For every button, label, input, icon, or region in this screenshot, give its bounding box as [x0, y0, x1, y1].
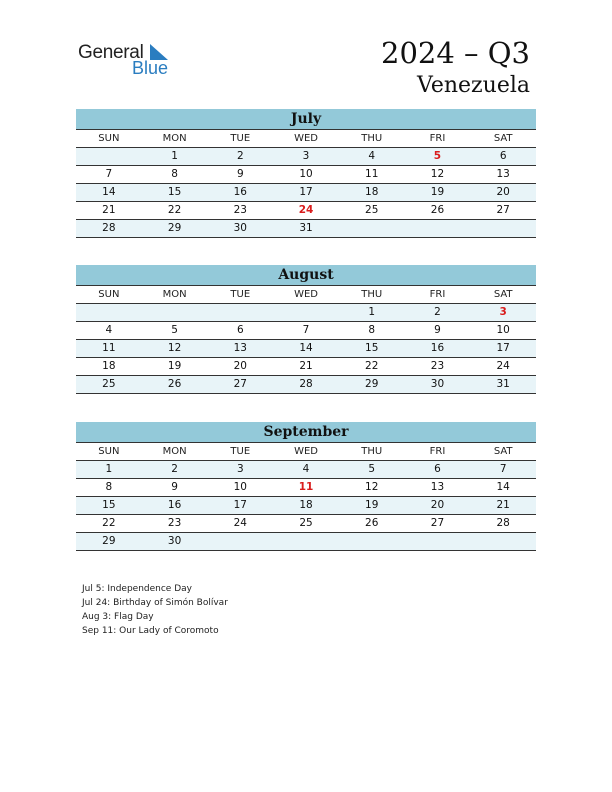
- date-cell: 16: [430, 342, 445, 354]
- holiday-notes: [82, 582, 228, 638]
- weekday-header-row: [76, 443, 536, 461]
- holiday-date-cell: 24: [298, 204, 314, 216]
- date-cell: [405, 533, 471, 550]
- date-cell: 11: [102, 342, 116, 354]
- month-september: [76, 422, 536, 551]
- week-row: [76, 202, 536, 220]
- date-cell: 2: [171, 463, 178, 475]
- brand-line2: Blue: [132, 58, 169, 78]
- date-cell: 18: [299, 499, 313, 511]
- weekday-label: FRI: [429, 133, 446, 144]
- date-cell: 23: [430, 360, 445, 372]
- week-row: [76, 358, 536, 376]
- date-cell: 22: [365, 360, 379, 372]
- date-cell: 22: [167, 204, 182, 216]
- month-august: [76, 265, 536, 394]
- weekday-label: TUE: [230, 133, 251, 144]
- date-cell: [273, 533, 339, 550]
- week-row: [76, 148, 536, 166]
- date-cell: 12: [167, 342, 182, 354]
- month-title: September: [76, 422, 536, 443]
- weekday-header-row: [76, 286, 536, 304]
- date-cell: [470, 533, 536, 550]
- date-cell: 23: [233, 204, 247, 216]
- holiday-date-cell: 11: [298, 481, 314, 493]
- date-cell: 25: [102, 378, 116, 390]
- date-cell: 13: [233, 342, 247, 354]
- date-cell: 15: [167, 186, 182, 198]
- date-cell: 21: [299, 360, 313, 372]
- date-cell: 12: [365, 481, 379, 493]
- week-row: [76, 184, 536, 202]
- weekday-label: MON: [162, 446, 187, 457]
- date-cell: 13: [430, 481, 445, 493]
- date-cell: 7: [105, 168, 113, 180]
- date-cell: 19: [430, 186, 445, 198]
- date-cell: 27: [233, 378, 247, 390]
- week-row: [76, 515, 536, 533]
- brand-line1: General: [78, 42, 144, 63]
- week-row: [76, 497, 536, 515]
- holiday-date-cell: 5: [433, 150, 442, 162]
- date-cell: 17: [496, 342, 510, 354]
- date-cell: 9: [434, 324, 441, 336]
- date-cell: 5: [171, 324, 178, 336]
- weekday-label: FRI: [429, 446, 446, 457]
- date-cell: 31: [299, 222, 313, 234]
- date-cell: 19: [167, 360, 182, 372]
- date-cell: 31: [496, 378, 510, 390]
- date-cell: 9: [171, 481, 178, 493]
- date-cell: 22: [102, 517, 116, 529]
- date-cell: 3: [302, 150, 310, 162]
- date-cell: 21: [496, 499, 510, 511]
- date-cell: 30: [167, 535, 182, 547]
- weekday-label: WED: [294, 289, 318, 300]
- weekday-label: WED: [294, 446, 318, 457]
- weekday-label: THU: [361, 446, 383, 457]
- date-cell: [142, 304, 208, 321]
- week-row: [76, 166, 536, 184]
- date-cell: 27: [430, 517, 445, 529]
- date-cell: 8: [171, 168, 178, 180]
- date-cell: 17: [233, 499, 247, 511]
- date-cell: 28: [496, 517, 510, 529]
- date-cell: 4: [105, 324, 113, 336]
- weekday-label: SUN: [98, 446, 120, 457]
- date-cell: [339, 220, 405, 237]
- date-cell: 28: [299, 378, 313, 390]
- date-cell: 3: [236, 463, 244, 475]
- weekday-label: TUE: [230, 289, 251, 300]
- date-cell: 30: [233, 222, 247, 234]
- date-cell: [273, 304, 339, 321]
- date-cell: 10: [496, 324, 510, 336]
- date-cell: 20: [430, 499, 445, 511]
- date-cell: 27: [496, 204, 510, 216]
- date-cell: 26: [430, 204, 445, 216]
- date-cell: [76, 148, 142, 165]
- date-cell: 1: [171, 150, 178, 162]
- date-cell: 15: [102, 499, 116, 511]
- date-cell: 4: [368, 150, 376, 162]
- week-row: [76, 461, 536, 479]
- date-cell: [405, 220, 471, 237]
- date-cell: 7: [302, 324, 310, 336]
- date-cell: 5: [368, 463, 376, 475]
- month-title: August: [76, 265, 536, 286]
- holiday-note: Sep 11: Our Lady of Coromoto: [82, 626, 219, 636]
- date-cell: 6: [236, 324, 244, 336]
- date-cell: 20: [233, 360, 247, 372]
- date-cell: [76, 304, 142, 321]
- date-cell: 24: [233, 517, 247, 529]
- week-row: [76, 479, 536, 497]
- date-cell: 17: [299, 186, 313, 198]
- date-cell: 29: [365, 378, 379, 390]
- date-cell: 14: [299, 342, 313, 354]
- date-cell: 28: [102, 222, 116, 234]
- weekday-label: THU: [361, 133, 383, 144]
- date-cell: 26: [365, 517, 379, 529]
- weekday-label: FRI: [429, 289, 446, 300]
- weekday-label: MON: [162, 289, 187, 300]
- week-row: [76, 340, 536, 358]
- date-cell: [339, 533, 405, 550]
- weekday-label: SUN: [98, 133, 120, 144]
- date-cell: 23: [167, 517, 182, 529]
- brand-logo: [78, 40, 188, 80]
- weekday-label: WED: [294, 133, 318, 144]
- date-cell: 19: [365, 499, 379, 511]
- date-cell: 2: [236, 150, 244, 162]
- date-cell: 18: [102, 360, 116, 372]
- week-row: [76, 304, 536, 322]
- date-cell: 1: [105, 463, 113, 475]
- date-cell: 30: [430, 378, 445, 390]
- week-row: [76, 220, 536, 238]
- date-cell: [470, 220, 536, 237]
- date-cell: 10: [299, 168, 313, 180]
- weekday-label: SAT: [493, 289, 513, 300]
- date-cell: 6: [499, 150, 507, 162]
- date-cell: 7: [499, 463, 507, 475]
- month-title: July: [76, 109, 536, 130]
- weekday-header-row: [76, 130, 536, 148]
- date-cell: 10: [233, 481, 247, 493]
- weekday-label: SAT: [493, 133, 513, 144]
- date-cell: 16: [233, 186, 247, 198]
- date-cell: 29: [102, 535, 116, 547]
- date-cell: 16: [167, 499, 182, 511]
- week-row: [76, 322, 536, 340]
- date-cell: 11: [365, 168, 379, 180]
- week-row: [76, 533, 536, 551]
- date-cell: 9: [236, 168, 244, 180]
- date-cell: 13: [496, 168, 510, 180]
- date-cell: 14: [102, 186, 116, 198]
- holiday-note: Jul 24: Birthday of Simón Bolívar: [82, 598, 228, 608]
- holiday-date-cell: 3: [499, 306, 507, 318]
- date-cell: 21: [102, 204, 116, 216]
- week-row: [76, 376, 536, 394]
- weekday-label: MON: [162, 133, 187, 144]
- weekday-label: TUE: [230, 446, 251, 457]
- date-cell: 6: [434, 463, 441, 475]
- date-cell: 25: [365, 204, 379, 216]
- date-cell: 18: [365, 186, 379, 198]
- date-cell: 29: [167, 222, 182, 234]
- date-cell: 15: [365, 342, 379, 354]
- date-cell: 26: [167, 378, 182, 390]
- date-cell: 4: [302, 463, 310, 475]
- weekday-label: SAT: [493, 446, 513, 457]
- date-cell: 25: [299, 517, 313, 529]
- date-cell: 1: [368, 306, 376, 318]
- holiday-note: Aug 3: Flag Day: [82, 612, 154, 622]
- weekday-label: SUN: [98, 289, 120, 300]
- date-cell: [207, 304, 273, 321]
- country-name: Venezuela: [416, 73, 530, 98]
- date-cell: 14: [496, 481, 510, 493]
- month-july: [76, 109, 536, 238]
- date-cell: 12: [430, 168, 445, 180]
- holiday-note: Jul 5: Independence Day: [82, 584, 192, 594]
- date-cell: 8: [105, 481, 113, 493]
- date-cell: 2: [434, 306, 441, 318]
- page-title: 2024 – Q3: [381, 36, 530, 70]
- date-cell: 24: [496, 360, 510, 372]
- date-cell: [207, 533, 273, 550]
- date-cell: 20: [496, 186, 510, 198]
- date-cell: 8: [368, 324, 376, 336]
- weekday-label: THU: [361, 289, 383, 300]
